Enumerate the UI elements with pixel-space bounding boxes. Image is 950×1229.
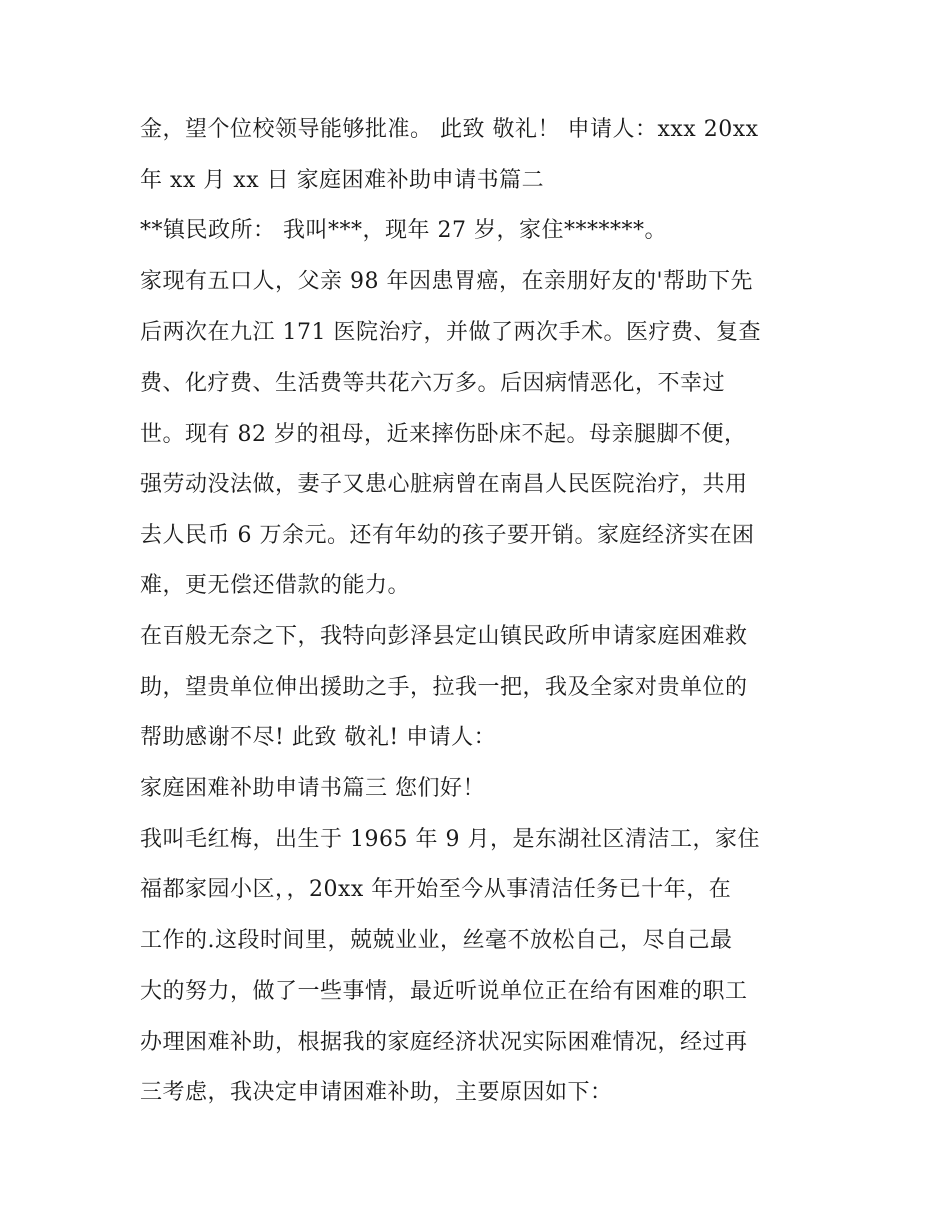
text-line: 费、化疗费、生活费等共花六万多。后因病情恶化，不幸过 (140, 371, 726, 396)
text-line: 强劳动没法做，妻子又患心脏病曾在南昌人民医院治疗，共用 (140, 472, 748, 497)
text-line: 家庭困难补助申请书篇三 您们好！ (140, 776, 485, 801)
text-line: 后两次在九江 171 医院治疗，并做了两次手术。医疗费、复查 (140, 320, 761, 345)
text-line: 福都家园小区，，20xx 年开始至今从事清洁任务已十年，在 (140, 877, 732, 902)
text-line: 我叫毛红梅，出生于 1965 年 9 月，是东湖社区清洁工，家住 (140, 827, 760, 852)
text-line: 大的努力，做了一些事情，最近听说单位正在给有困难的职工 (140, 979, 748, 1004)
text-line: 难，更无偿还借款的能力。 (140, 573, 411, 598)
text-line: 助，望贵单位伸出援助之手，拉我一把，我及全家对贵单位的 (140, 675, 748, 700)
text-line: 在百般无奈之下，我特向彭泽县定山镇民政所申请家庭困难救 (140, 624, 748, 649)
text-line: 工作的.这段时间里，兢兢业业，丝毫不放松自己，尽自己最 (140, 928, 733, 953)
text-line: 世。现有 82 岁的祖母，近来摔伤卧床不起。母亲腿脚不便， (140, 422, 747, 447)
text-line: 年 xx 月 xx 日 家庭困难补助申请书篇二 (140, 168, 545, 193)
text-line: 办理困难补助，根据我的家庭经济状况实际困难情况，经过再 (140, 1030, 748, 1055)
text-line: 去人民币 6 万余元。还有年幼的孩子要开销。家庭经济实在困 (140, 523, 755, 548)
text-line: 三考虑，我决定申请困难补助，主要原因如下： (140, 1080, 613, 1105)
text-line: 金，望个位校领导能够批准。 此致 敬礼！ 申请人：xxx 20xx (140, 117, 759, 142)
text-line: 家现有五口人，父亲 98 年因患胃癌，在亲朋好友的'帮助下先 (140, 269, 754, 294)
text-line: 帮助感谢不尽! 此致 敬礼! 申请人： (140, 725, 497, 750)
text-line: **镇民政所： 我叫***，现年 27 岁，家住*******。 (140, 218, 667, 243)
